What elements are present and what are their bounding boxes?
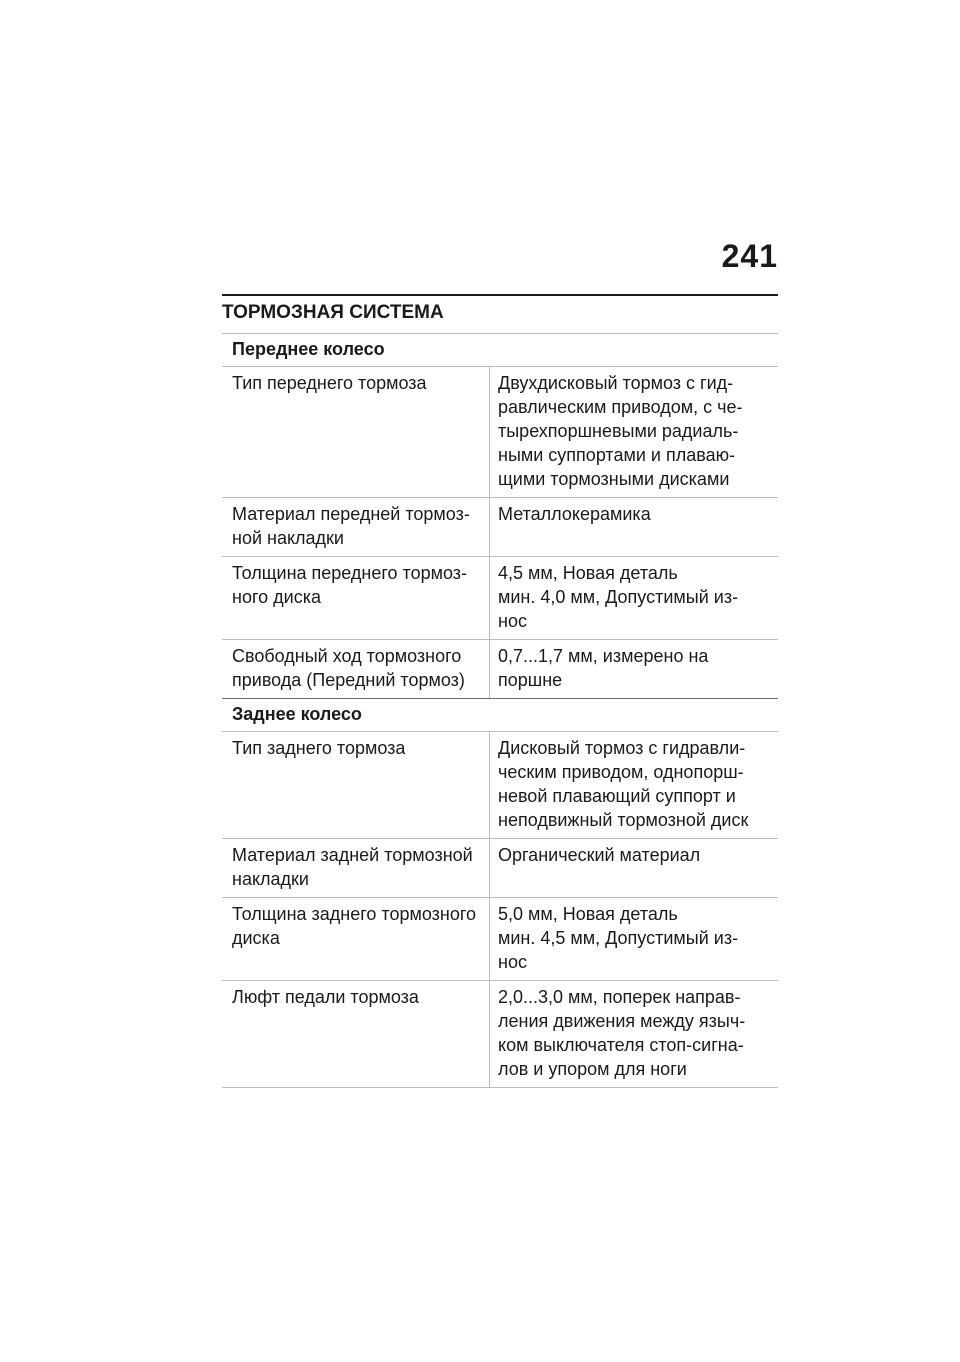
spec-label: Люфт педали тормоза (222, 981, 490, 1087)
spec-label: Материал задней тормозной накладки (222, 839, 490, 897)
spec-value-line: 5,0 мм, Новая деталь (498, 904, 678, 924)
spec-value-line: нос (498, 611, 527, 631)
spec-value (490, 498, 778, 556)
section-title: ТОРМОЗНАЯ СИСТЕМА (222, 294, 778, 334)
spec-value-line: тырехпоршневыми радиаль- (498, 421, 739, 441)
spec-label: Свободный ход тормозного привода (Передний тормоз) (222, 640, 490, 698)
spec-value-line: поршне (498, 670, 563, 690)
spec-value-line: нос (498, 952, 527, 972)
spec-value-line: ком выключателя стоп-сигна- (498, 1035, 744, 1055)
spec-value (490, 732, 778, 838)
front-wheel-header: Переднее колесо (222, 334, 778, 367)
rear-wheel-header: Заднее колесо (222, 699, 778, 732)
spec-row-rear-brake-type (222, 732, 778, 839)
spec-value (490, 898, 778, 980)
spec-value-line: лов и упором для ноги (498, 1059, 687, 1079)
spec-row-rear-pad-material (222, 839, 778, 898)
spec-value (490, 557, 778, 639)
spec-value-line: равлическим приводом, с че- (498, 397, 743, 417)
spec-value (490, 367, 778, 497)
spec-value-line: мин. 4,5 мм, Допустимый из- (498, 928, 739, 948)
spec-value-line: Дисковый тормоз с гидравли- (498, 738, 746, 758)
spec-value-line: 4,5 мм, Новая деталь (498, 563, 678, 583)
spec-value-line: 0,7...1,7 мм, измерено на (498, 646, 709, 666)
spec-value (490, 981, 778, 1087)
spec-value-line: неподвижный тормозной диск (498, 810, 749, 830)
spec-value-line: Металлокерамика (498, 504, 651, 524)
spec-label: Толщина заднего тормозного диска (222, 898, 490, 980)
spec-row-front-free-travel (222, 640, 778, 699)
spec-label: Тип переднего тормоза (222, 367, 490, 497)
spec-label: Материал передней тормоз-ной накладки (222, 498, 490, 556)
spec-row-rear-disc-thickness (222, 898, 778, 981)
spec-value (490, 640, 778, 698)
brake-system-section (222, 294, 778, 1088)
spec-value-line: невой плавающий суппорт и (498, 786, 736, 806)
spec-label: Тип заднего тормоза (222, 732, 490, 838)
spec-value-line: ными суппортами и плаваю- (498, 445, 736, 465)
spec-row-front-brake-type (222, 367, 778, 498)
spec-row-front-pad-material (222, 498, 778, 557)
spec-value (490, 839, 778, 897)
spec-value-line: щими тормозными дисками (498, 469, 730, 489)
spec-label: Толщина переднего тормоз-ного диска (222, 557, 490, 639)
spec-row-front-disc-thickness (222, 557, 778, 640)
page-number: 241 (721, 238, 778, 274)
spec-value-line: ческим приводом, однопорш- (498, 762, 744, 782)
spec-value-line: Органический материал (498, 845, 701, 865)
spec-value-line: ления движения между языч- (498, 1011, 746, 1031)
spec-row-brake-pedal-play (222, 981, 778, 1088)
spec-value-line: мин. 4,0 мм, Допустимый из- (498, 587, 739, 607)
spec-value-line: 2,0...3,0 мм, поперек направ- (498, 987, 741, 1007)
spec-value-line: Двухдисковый тормоз с гид- (498, 373, 734, 393)
